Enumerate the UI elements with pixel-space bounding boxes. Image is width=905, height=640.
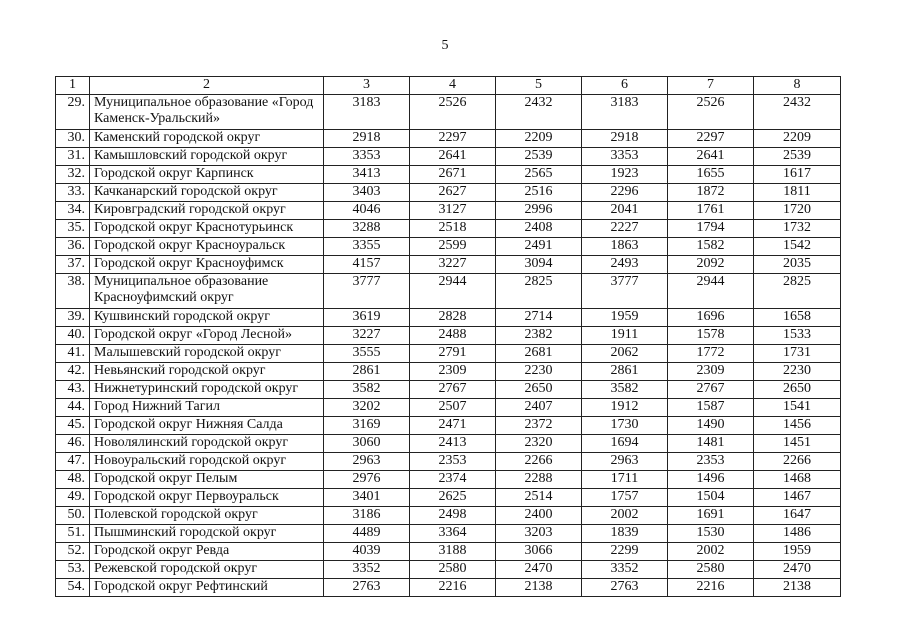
value-cell: 2374 — [410, 471, 496, 489]
value-cell: 2471 — [410, 417, 496, 435]
value-cell: 3186 — [324, 507, 410, 525]
column-header: 5 — [496, 77, 582, 95]
table-row — [56, 561, 841, 579]
value-cell: 2230 — [754, 363, 841, 381]
value-cell: 2526 — [668, 95, 754, 130]
value-cell: 3188 — [410, 543, 496, 561]
value-cell: 2539 — [754, 148, 841, 166]
row-number: 45. — [56, 417, 90, 435]
value-cell: 3127 — [410, 202, 496, 220]
row-number: 37. — [56, 256, 90, 274]
value-cell: 2372 — [496, 417, 582, 435]
value-cell: 1863 — [582, 238, 668, 256]
table-row — [56, 238, 841, 256]
value-cell: 3777 — [582, 274, 668, 309]
table-row — [56, 363, 841, 381]
row-number: 35. — [56, 220, 90, 238]
row-number: 40. — [56, 327, 90, 345]
municipality-name: Камышловский городской округ — [90, 148, 324, 166]
value-cell: 1617 — [754, 166, 841, 184]
value-cell: 2650 — [754, 381, 841, 399]
value-cell: 1711 — [582, 471, 668, 489]
value-cell: 1578 — [668, 327, 754, 345]
row-number: 51. — [56, 525, 90, 543]
municipality-name: Городской округ Карпинск — [90, 166, 324, 184]
row-number: 30. — [56, 130, 90, 148]
table-row — [56, 166, 841, 184]
value-cell: 2407 — [496, 399, 582, 417]
table-row — [56, 256, 841, 274]
value-cell: 1732 — [754, 220, 841, 238]
value-cell: 2828 — [410, 309, 496, 327]
value-cell: 1839 — [582, 525, 668, 543]
value-cell: 3353 — [324, 148, 410, 166]
value-cell: 2507 — [410, 399, 496, 417]
value-cell: 3364 — [410, 525, 496, 543]
value-cell: 2791 — [410, 345, 496, 363]
value-cell: 2309 — [410, 363, 496, 381]
value-cell: 1655 — [668, 166, 754, 184]
value-cell: 3183 — [324, 95, 410, 130]
value-cell: 1481 — [668, 435, 754, 453]
value-cell: 1794 — [668, 220, 754, 238]
value-cell: 2861 — [582, 363, 668, 381]
row-number: 32. — [56, 166, 90, 184]
municipality-name: Городской округ Нижняя Салда — [90, 417, 324, 435]
municipality-name: Городской округ Ревда — [90, 543, 324, 561]
municipality-name: Городской округ Пелым — [90, 471, 324, 489]
value-cell: 1720 — [754, 202, 841, 220]
value-cell: 1467 — [754, 489, 841, 507]
value-cell: 1486 — [754, 525, 841, 543]
value-cell: 2035 — [754, 256, 841, 274]
value-cell: 2266 — [754, 453, 841, 471]
table-row — [56, 507, 841, 525]
municipality-name: Нижнетуринский городской округ — [90, 381, 324, 399]
value-cell: 2216 — [410, 579, 496, 597]
municipality-name: Городской округ Рефтинский — [90, 579, 324, 597]
municipality-name: Город Нижний Тагил — [90, 399, 324, 417]
municipality-name: Невьянский городской округ — [90, 363, 324, 381]
row-number: 48. — [56, 471, 90, 489]
column-header: 3 — [324, 77, 410, 95]
value-cell: 2309 — [668, 363, 754, 381]
value-cell: 1696 — [668, 309, 754, 327]
value-cell: 2825 — [754, 274, 841, 309]
value-cell: 2432 — [754, 95, 841, 130]
municipality-name: Городской округ Краснотурьинск — [90, 220, 324, 238]
column-header: 2 — [90, 77, 324, 95]
table-row — [56, 435, 841, 453]
row-number: 50. — [56, 507, 90, 525]
value-cell: 3203 — [496, 525, 582, 543]
row-number: 29. — [56, 95, 90, 130]
value-cell: 2539 — [496, 148, 582, 166]
value-cell: 1541 — [754, 399, 841, 417]
value-cell: 1533 — [754, 327, 841, 345]
value-cell: 2320 — [496, 435, 582, 453]
row-number: 39. — [56, 309, 90, 327]
table-row — [56, 95, 841, 130]
table-row — [56, 453, 841, 471]
value-cell: 2470 — [754, 561, 841, 579]
value-cell: 2763 — [324, 579, 410, 597]
value-cell: 2565 — [496, 166, 582, 184]
municipality-name: Городской округ Первоуральск — [90, 489, 324, 507]
value-cell: 1691 — [668, 507, 754, 525]
column-header: 6 — [582, 77, 668, 95]
value-cell: 2209 — [754, 130, 841, 148]
value-cell: 2599 — [410, 238, 496, 256]
municipality-name: Муниципальное образование «Город Каменск-Уральский» — [90, 95, 324, 130]
row-number: 52. — [56, 543, 90, 561]
value-cell: 2763 — [582, 579, 668, 597]
table-row — [56, 327, 841, 345]
value-cell: 3352 — [582, 561, 668, 579]
table-row — [56, 489, 841, 507]
value-cell: 3403 — [324, 184, 410, 202]
value-cell: 1451 — [754, 435, 841, 453]
value-cell: 1911 — [582, 327, 668, 345]
value-cell: 2297 — [410, 130, 496, 148]
value-cell: 2209 — [496, 130, 582, 148]
row-number: 46. — [56, 435, 90, 453]
value-cell: 1496 — [668, 471, 754, 489]
value-cell: 3401 — [324, 489, 410, 507]
value-cell: 3227 — [324, 327, 410, 345]
row-number: 38. — [56, 274, 90, 309]
value-cell: 1658 — [754, 309, 841, 327]
column-header: 4 — [410, 77, 496, 95]
table-row — [56, 471, 841, 489]
header-row — [56, 77, 841, 95]
value-cell: 2493 — [582, 256, 668, 274]
table-row — [56, 399, 841, 417]
municipality-name: Кировградский городской округ — [90, 202, 324, 220]
value-cell: 2488 — [410, 327, 496, 345]
value-cell: 2432 — [496, 95, 582, 130]
page-number: 5 — [441, 38, 449, 53]
value-cell: 1731 — [754, 345, 841, 363]
value-cell: 2138 — [496, 579, 582, 597]
value-cell: 2138 — [754, 579, 841, 597]
value-cell: 1582 — [668, 238, 754, 256]
value-cell: 2516 — [496, 184, 582, 202]
column-header: 8 — [754, 77, 841, 95]
row-number: 43. — [56, 381, 90, 399]
value-cell: 2641 — [668, 148, 754, 166]
value-cell: 1456 — [754, 417, 841, 435]
municipality-name: Городской округ Красноуфимск — [90, 256, 324, 274]
value-cell: 2650 — [496, 381, 582, 399]
value-cell: 2498 — [410, 507, 496, 525]
table-row — [56, 220, 841, 238]
value-cell: 2963 — [582, 453, 668, 471]
value-cell: 4046 — [324, 202, 410, 220]
value-cell: 3094 — [496, 256, 582, 274]
value-cell: 2996 — [496, 202, 582, 220]
value-cell: 2288 — [496, 471, 582, 489]
row-number: 47. — [56, 453, 90, 471]
value-cell: 2062 — [582, 345, 668, 363]
table-row — [56, 202, 841, 220]
row-number: 53. — [56, 561, 90, 579]
value-cell: 2627 — [410, 184, 496, 202]
value-cell: 2944 — [410, 274, 496, 309]
value-cell: 3066 — [496, 543, 582, 561]
value-cell: 2944 — [668, 274, 754, 309]
value-cell: 2641 — [410, 148, 496, 166]
value-cell: 2413 — [410, 435, 496, 453]
municipality-name: Полевской городской округ — [90, 507, 324, 525]
value-cell: 2227 — [582, 220, 668, 238]
value-cell: 2092 — [668, 256, 754, 274]
table-row — [56, 543, 841, 561]
value-cell: 2963 — [324, 453, 410, 471]
value-cell: 1530 — [668, 525, 754, 543]
value-cell: 2861 — [324, 363, 410, 381]
table-row — [56, 525, 841, 543]
value-cell: 2825 — [496, 274, 582, 309]
municipality-name: Малышевский городской округ — [90, 345, 324, 363]
value-cell: 3060 — [324, 435, 410, 453]
value-cell: 1959 — [582, 309, 668, 327]
value-cell: 2296 — [582, 184, 668, 202]
value-cell: 2918 — [324, 130, 410, 148]
value-cell: 4489 — [324, 525, 410, 543]
value-cell: 1772 — [668, 345, 754, 363]
value-cell: 1504 — [668, 489, 754, 507]
row-number: 33. — [56, 184, 90, 202]
value-cell: 3582 — [324, 381, 410, 399]
value-cell: 1811 — [754, 184, 841, 202]
value-cell: 3619 — [324, 309, 410, 327]
value-cell: 2002 — [582, 507, 668, 525]
value-cell: 2681 — [496, 345, 582, 363]
value-cell: 3288 — [324, 220, 410, 238]
value-cell: 2767 — [410, 381, 496, 399]
value-cell: 2714 — [496, 309, 582, 327]
municipality-name: Качканарский городской округ — [90, 184, 324, 202]
municipality-name: Каменский городской округ — [90, 130, 324, 148]
value-cell: 2518 — [410, 220, 496, 238]
table-row — [56, 184, 841, 202]
value-cell: 1468 — [754, 471, 841, 489]
value-cell: 2299 — [582, 543, 668, 561]
municipality-name: Пышминский городской округ — [90, 525, 324, 543]
value-cell: 2625 — [410, 489, 496, 507]
value-cell: 2266 — [496, 453, 582, 471]
row-number: 42. — [56, 363, 90, 381]
row-number: 31. — [56, 148, 90, 166]
municipality-name: Кушвинский городской округ — [90, 309, 324, 327]
row-number: 34. — [56, 202, 90, 220]
value-cell: 2041 — [582, 202, 668, 220]
municipality-name: Городской округ «Город Лесной» — [90, 327, 324, 345]
value-cell: 2918 — [582, 130, 668, 148]
value-cell: 3352 — [324, 561, 410, 579]
value-cell: 2580 — [410, 561, 496, 579]
value-cell: 1587 — [668, 399, 754, 417]
row-number: 54. — [56, 579, 90, 597]
value-cell: 3353 — [582, 148, 668, 166]
data-table — [55, 76, 841, 597]
value-cell: 2216 — [668, 579, 754, 597]
municipality-name: Городской округ Красноуральск — [90, 238, 324, 256]
value-cell: 2526 — [410, 95, 496, 130]
value-cell: 2230 — [496, 363, 582, 381]
table-row — [56, 381, 841, 399]
column-header: 1 — [56, 77, 90, 95]
value-cell: 3582 — [582, 381, 668, 399]
value-cell: 2400 — [496, 507, 582, 525]
table-row — [56, 579, 841, 597]
value-cell: 2353 — [668, 453, 754, 471]
table-row — [56, 274, 841, 309]
value-cell: 2408 — [496, 220, 582, 238]
row-number: 49. — [56, 489, 90, 507]
value-cell: 2514 — [496, 489, 582, 507]
value-cell: 3169 — [324, 417, 410, 435]
value-cell: 3227 — [410, 256, 496, 274]
value-cell: 3555 — [324, 345, 410, 363]
municipality-name: Муниципальное образование Красноуфимский округ — [90, 274, 324, 309]
municipality-name: Режевской городской округ — [90, 561, 324, 579]
value-cell: 2297 — [668, 130, 754, 148]
value-cell: 1730 — [582, 417, 668, 435]
value-cell: 3183 — [582, 95, 668, 130]
value-cell: 3202 — [324, 399, 410, 417]
municipality-name: Новоуральский городской округ — [90, 453, 324, 471]
value-cell: 3413 — [324, 166, 410, 184]
value-cell: 2382 — [496, 327, 582, 345]
row-number: 36. — [56, 238, 90, 256]
value-cell: 4039 — [324, 543, 410, 561]
value-cell: 1647 — [754, 507, 841, 525]
value-cell: 2976 — [324, 471, 410, 489]
value-cell: 2353 — [410, 453, 496, 471]
value-cell: 1872 — [668, 184, 754, 202]
value-cell: 2470 — [496, 561, 582, 579]
value-cell: 2002 — [668, 543, 754, 561]
value-cell: 3777 — [324, 274, 410, 309]
value-cell: 1761 — [668, 202, 754, 220]
value-cell: 1490 — [668, 417, 754, 435]
value-cell: 1923 — [582, 166, 668, 184]
row-number: 41. — [56, 345, 90, 363]
table-body — [56, 95, 841, 597]
value-cell: 2491 — [496, 238, 582, 256]
value-cell: 3355 — [324, 238, 410, 256]
value-cell: 1542 — [754, 238, 841, 256]
table-row — [56, 309, 841, 327]
value-cell: 1694 — [582, 435, 668, 453]
value-cell: 4157 — [324, 256, 410, 274]
value-cell: 1959 — [754, 543, 841, 561]
value-cell: 1757 — [582, 489, 668, 507]
table-row — [56, 417, 841, 435]
table-row — [56, 345, 841, 363]
row-number: 44. — [56, 399, 90, 417]
value-cell: 1912 — [582, 399, 668, 417]
municipality-name: Новолялинский городской округ — [90, 435, 324, 453]
table-row — [56, 130, 841, 148]
column-header: 7 — [668, 77, 754, 95]
value-cell: 2767 — [668, 381, 754, 399]
value-cell: 2580 — [668, 561, 754, 579]
value-cell: 2671 — [410, 166, 496, 184]
table-row — [56, 148, 841, 166]
